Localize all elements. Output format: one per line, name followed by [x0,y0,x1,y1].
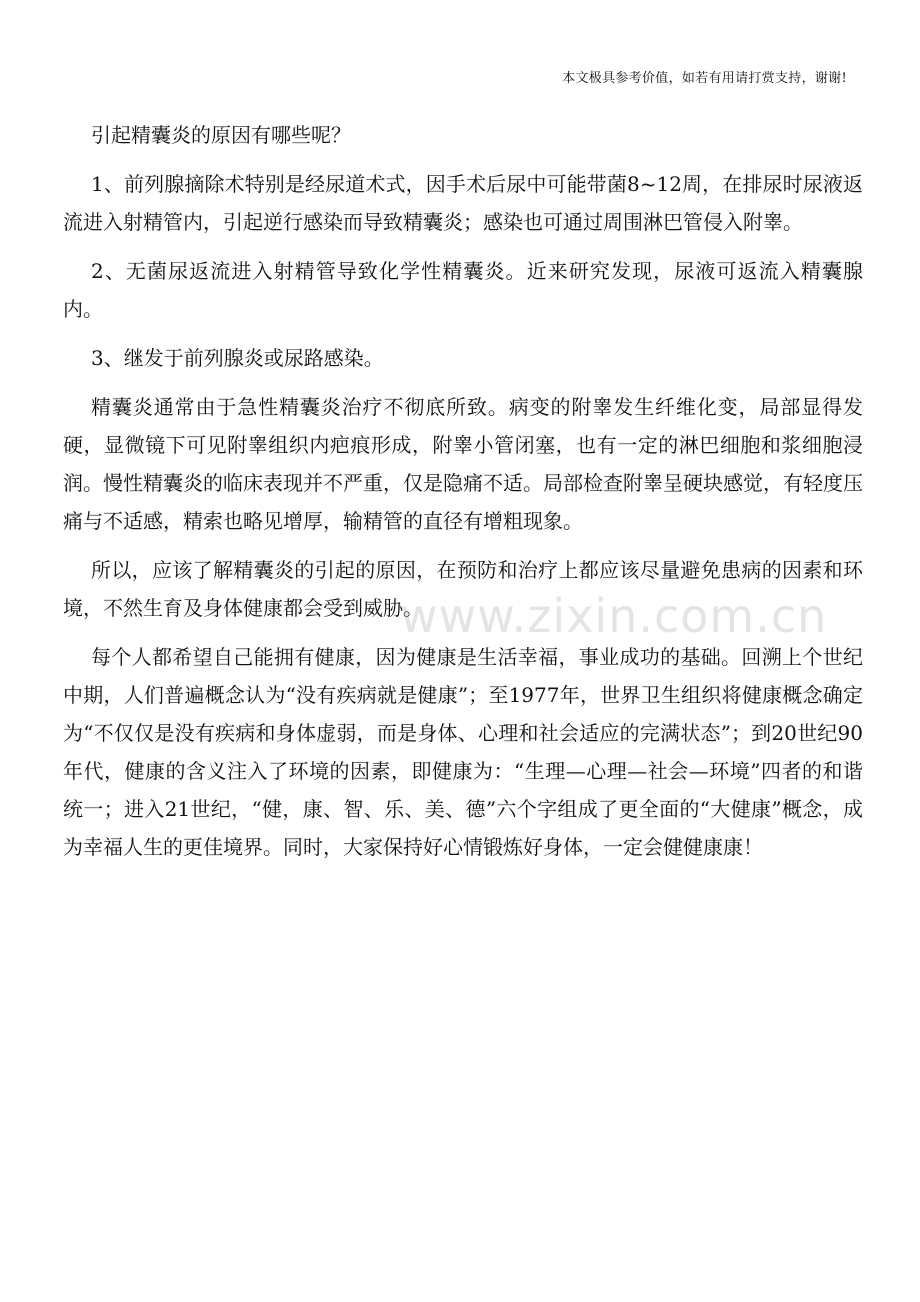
paragraph-symptoms: 精囊炎通常由于急性精囊炎治疗不彻底所致。病变的附睾发生纤维化变，局部显得发硬，显微镜下可见附睾组织内疤痕形成，附睾小管闭塞，也有一定的淋巴细胞和浆细胞浸润。慢性精囊炎的临床表现并不严重，仅是隐痛不适。局部检查附睾呈硬块感觉，有轻度压痛与不适感，精索也略见增厚，输精管的直径有增粗现象。 [63,395,863,533]
paragraph-prevention: 所以，应该了解精囊炎的引起的原因，在预防和治疗上都应该尽量避免患病的因素和环境，不然生育及身体健康都会受到威胁。 [63,558,863,620]
paragraph-cause-3: 3、继发于前列腺炎或尿路感染。 [91,346,384,370]
paragraph-cause-1: 1、前列腺摘除术特别是经尿道术式，因手术后尿中可能带菌8~12周，在排尿时尿液返流进入射精管内，引起逆行感染而导致精囊炎；感染也可通过周围淋巴管侵入附睾。 [63,172,863,234]
paragraph-cause-2: 2、无菌尿返流进入射精管导致化学性精囊炎。近来研究发现，尿液可返流入精囊腺内。 [63,259,863,321]
watermark-text: www.zixin.com.cn [400,589,828,643]
paragraph-question: 引起精囊炎的原因有哪些呢？ [91,123,351,147]
header-note: 本文极具参考价值，如若有用请打赏支持，谢谢! [562,71,847,86]
document-body [63,116,863,877]
paragraph-health: 每个人都希望自己能拥有健康，因为健康是生活幸福，事业成功的基础。回溯上个世纪中期，人们普遍概念认为“没有疾病就是健康”；至1977年，世界卫生组织将健康概念确定为“不仅仅是没有疾病和身体虚弱，而是身体、心理和社会适应的完满状态”；到20世纪90年代，健康的含义注入了环境的因素，即健康为：“生理—心理—社会—环境”四者的和谐统一；进入21世纪，“健，康、智、乐、美、德”六个字组成了更全面的“大健康”概念，成为幸福人生的更佳境界。同时，大家保持好心情锻炼好身体，一定会健健康康！ [63,645,863,859]
